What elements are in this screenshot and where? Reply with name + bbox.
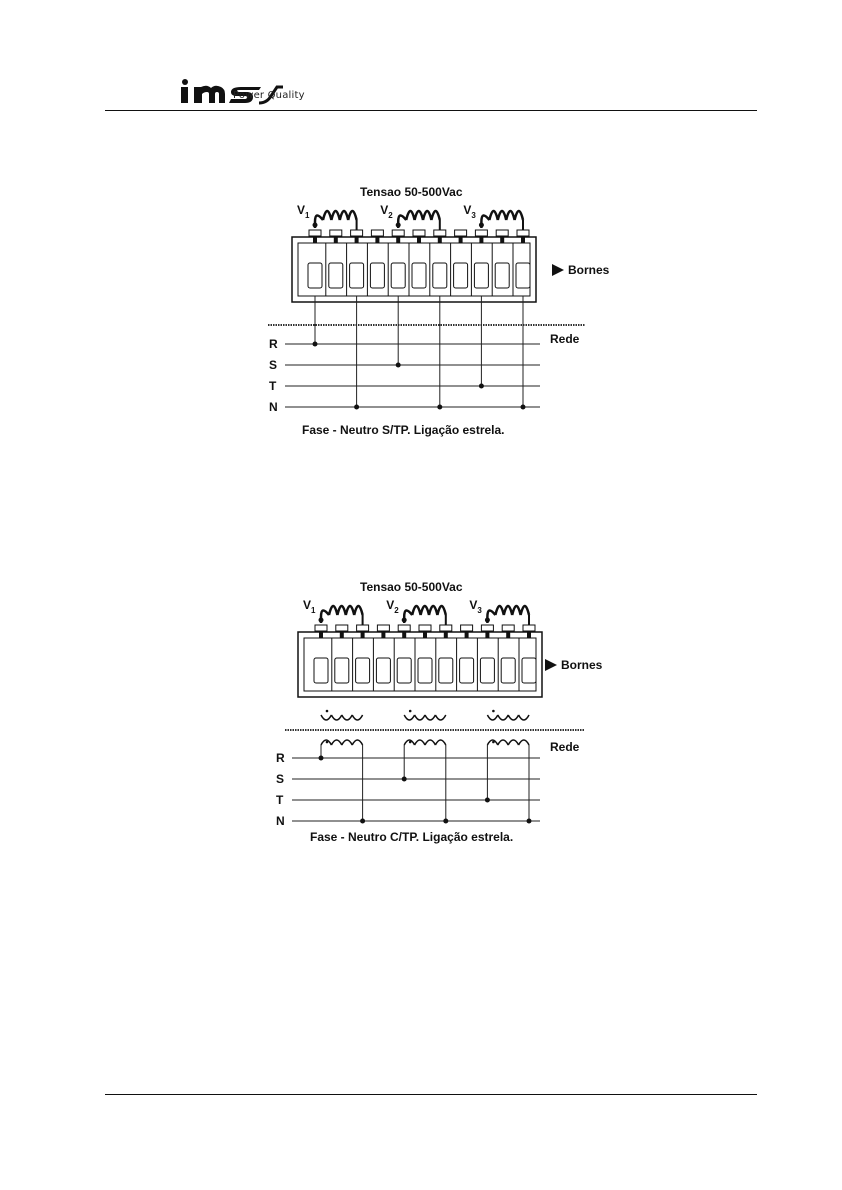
- terminal-slot: [418, 658, 432, 683]
- junction-dot: [360, 819, 365, 824]
- coil-label: $V_2$: [386, 598, 399, 615]
- phase-label: T: [269, 379, 277, 393]
- terminal-screw: [377, 625, 389, 631]
- coil-label: $V_3$: [469, 598, 482, 615]
- terminal-screw: [517, 230, 529, 236]
- terminal-label: Bornes: [568, 263, 610, 277]
- terminal-slot: [412, 263, 426, 288]
- network-label: Rede: [550, 740, 580, 754]
- terminal-slot: [376, 658, 390, 683]
- coil-label-subscript: 2: [388, 211, 393, 220]
- terminal-screw: [357, 625, 369, 631]
- terminal-pin: [340, 631, 344, 638]
- terminal-screw: [330, 230, 342, 236]
- arrow-left-icon: [545, 659, 557, 671]
- terminal-screw: [481, 625, 493, 631]
- terminal-pin: [479, 236, 483, 243]
- wiring-diagram-2: [240, 575, 660, 845]
- coil-winding: [321, 606, 363, 623]
- terminal-slot: [308, 263, 322, 288]
- coil-label: $V_1$: [303, 598, 316, 615]
- terminal-pin: [444, 631, 448, 638]
- terminal-slot: [522, 658, 536, 683]
- terminal-pin: [438, 236, 442, 243]
- polarity-dot: [409, 741, 412, 744]
- terminal-pin: [375, 236, 379, 243]
- terminal-label: Bornes: [561, 658, 603, 672]
- terminal-screw: [419, 625, 431, 631]
- page-header: [105, 72, 757, 112]
- coil-winding: [404, 606, 446, 623]
- junction-dot: [354, 405, 359, 410]
- diagram-title: Tensao 50-500Vac: [360, 185, 463, 199]
- coil-label-subscript: 1: [305, 211, 310, 220]
- terminal-pin: [402, 631, 406, 638]
- terminal-pin: [527, 631, 531, 638]
- terminal-slot: [433, 263, 447, 288]
- terminal-pin: [521, 236, 525, 243]
- junction-dot: [319, 756, 324, 761]
- transformer-secondary: [487, 715, 529, 720]
- phase-label: N: [276, 814, 285, 828]
- arrow-left-icon: [552, 264, 564, 276]
- terminal-screw: [496, 230, 508, 236]
- header-rule: [105, 110, 757, 111]
- terminal-pin: [485, 631, 489, 638]
- terminal-slot: [480, 658, 494, 683]
- terminal-screw: [392, 230, 404, 236]
- terminal-screw: [413, 230, 425, 236]
- terminal-slot: [439, 658, 453, 683]
- phase-label: T: [276, 793, 284, 807]
- phase-label: S: [276, 772, 285, 786]
- terminal-slot: [460, 658, 474, 683]
- diagram-caption: Fase - Neutro S/TP. Ligação estrela.: [302, 423, 505, 437]
- junction-dot: [479, 384, 484, 389]
- terminal-pin: [459, 236, 463, 243]
- wiring-diagram-1: [240, 180, 660, 450]
- terminal-screw: [475, 230, 487, 236]
- transformer-secondary: [321, 715, 363, 720]
- phase-lines: [269, 296, 540, 414]
- terminal-pin: [355, 236, 359, 243]
- diagram-title: Tensao 50-500Vac: [360, 580, 463, 594]
- terminal-slot: [329, 263, 343, 288]
- junction-dot: [443, 819, 448, 824]
- terminal-pin: [319, 631, 323, 638]
- terminal-slot: [516, 263, 530, 288]
- terminal-pin: [465, 631, 469, 638]
- wiring-diagram-2-svg: [240, 575, 660, 845]
- terminal-pin: [423, 631, 427, 638]
- polarity-dot: [326, 741, 329, 744]
- polarity-dot: [492, 710, 495, 713]
- transformer-group: [321, 710, 529, 745]
- terminal-screw: [315, 625, 327, 631]
- coil-label-subscript: 1: [311, 606, 316, 615]
- terminal-slot: [474, 263, 488, 288]
- coil-winding: [315, 211, 357, 228]
- polarity-dot: [409, 710, 412, 713]
- junction-dot: [527, 819, 532, 824]
- terminal-slot: [454, 263, 468, 288]
- tagline: Power Quality: [233, 90, 305, 101]
- footer-rule: [105, 1094, 757, 1095]
- phase-label: R: [276, 751, 285, 765]
- coil-dot: [402, 618, 407, 623]
- terminal-pin: [506, 631, 510, 638]
- terminal-pin: [396, 236, 400, 243]
- phase-label: S: [269, 358, 278, 372]
- coil-label: $V_1$: [297, 203, 310, 220]
- coil-group: [303, 598, 529, 625]
- terminal-screw: [351, 230, 363, 236]
- coil-label-subscript: 3: [477, 606, 482, 615]
- phase-lines: [276, 745, 540, 828]
- terminal-screw: [455, 230, 467, 236]
- coil-dot: [313, 223, 318, 228]
- coil-dot: [319, 618, 324, 623]
- phase-label: N: [269, 400, 278, 414]
- terminal-slot: [314, 658, 328, 683]
- junction-dot: [313, 342, 318, 347]
- terminal-screw: [336, 625, 348, 631]
- coil-winding: [481, 211, 523, 228]
- coil-winding: [398, 211, 440, 228]
- terminal-slot: [397, 658, 411, 683]
- terminal-pin: [361, 631, 365, 638]
- coil-label: $V_2$: [380, 203, 393, 220]
- terminal-block: [292, 230, 536, 302]
- coil-group: [297, 203, 523, 230]
- junction-dot: [485, 798, 490, 803]
- terminal-screw: [523, 625, 535, 631]
- terminal-screw: [434, 230, 446, 236]
- terminal-slot: [335, 658, 349, 683]
- polarity-dot: [492, 741, 495, 744]
- terminal-screw: [398, 625, 410, 631]
- coil-label-subscript: 2: [394, 606, 399, 615]
- phase-label: R: [269, 337, 278, 351]
- terminal-slot: [391, 263, 405, 288]
- terminal-pin: [381, 631, 385, 638]
- coil-winding: [487, 606, 529, 623]
- terminal-pin: [313, 236, 317, 243]
- terminal-pin: [334, 236, 338, 243]
- coil-dot: [396, 223, 401, 228]
- terminal-screw: [461, 625, 473, 631]
- coil-dot: [479, 223, 484, 228]
- terminal-screw: [502, 625, 514, 631]
- terminal-slot: [370, 263, 384, 288]
- wiring-diagram-1-svg: [240, 180, 660, 450]
- junction-dot: [437, 405, 442, 410]
- coil-dot: [485, 618, 490, 623]
- coil-label: $V_3$: [463, 203, 476, 220]
- junction-dot: [396, 363, 401, 368]
- coil-label-subscript: 3: [471, 211, 476, 220]
- terminal-block: [298, 625, 542, 697]
- terminal-screw: [309, 230, 321, 236]
- network-label: Rede: [550, 332, 580, 346]
- terminal-pin: [500, 236, 504, 243]
- terminal-slot: [350, 263, 364, 288]
- junction-dot: [521, 405, 526, 410]
- junction-dot: [402, 777, 407, 782]
- diagram-caption: Fase - Neutro C/TP. Ligação estrela.: [310, 830, 514, 844]
- terminal-screw: [371, 230, 383, 236]
- terminal-slot: [356, 658, 370, 683]
- terminal-pin: [417, 236, 421, 243]
- terminal-slot: [495, 263, 509, 288]
- transformer-secondary: [404, 715, 446, 720]
- terminal-slot: [501, 658, 515, 683]
- polarity-dot: [326, 710, 329, 713]
- terminal-screw: [440, 625, 452, 631]
